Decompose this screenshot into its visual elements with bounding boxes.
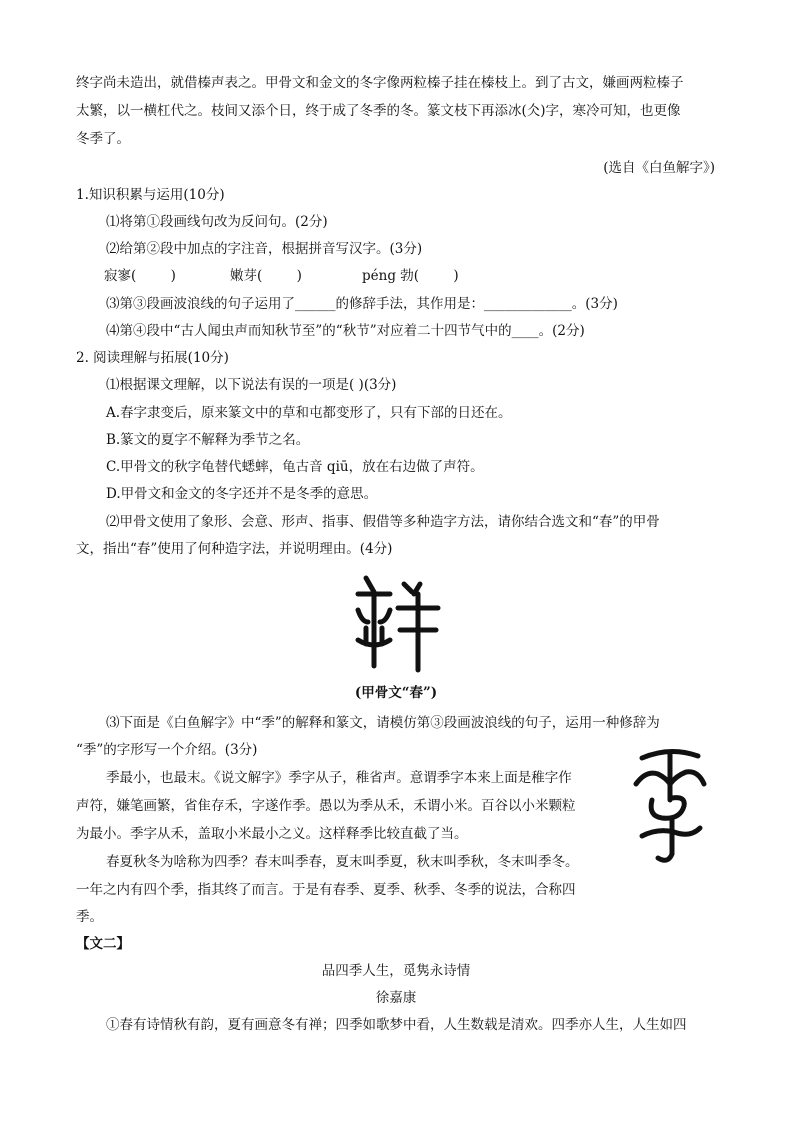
section-2-title: 2. 阅读理解与拓展(10分) — [76, 350, 229, 366]
ji-para-1-line-3: 为最小。季字从禾，盖取小米最小之义。这样释季比较直截了当。 — [76, 826, 468, 842]
option-c: C.甲骨文的秋字龟替代蟋蟀，龟古音 qiū，放在右边做了声符。 — [106, 459, 484, 475]
question-2-3-line-2: “季”的字形写一个介绍。(3分) — [76, 742, 258, 758]
ji-para-2-line-3: 季。 — [76, 909, 103, 925]
option-d: D.甲骨文和金文的冬字还并不是冬季的意思。 — [106, 486, 378, 502]
pinyin-item-3: péng 勃( ) — [362, 268, 459, 284]
text-2-label: 【文二】 — [76, 936, 130, 952]
ji-para-2-line-2: 一年之内有四个季，指其终了而言。于是有春季、夏季、秋季、冬季的说法，合称四 — [76, 882, 576, 898]
option-b: B.篆文的夏字不解释为季节之名。 — [106, 432, 310, 448]
question-2-1: ⑴根据课文理解，以下说法有误的一项是( )(3分) — [106, 377, 397, 393]
question-2-3-line-1: ⑶下面是《白鱼解字》中“季”的解释和篆文，请模仿第③段画波浪线的句子，运用一种修辞为 — [106, 715, 660, 731]
glyph-caption: (甲骨文“春”) — [354, 685, 438, 701]
question-1-4: ⑷第④段中“古人闻虫声而知秋节至”的“秋节”对应着二十四节气中的____。(2分) — [106, 323, 585, 339]
text-2-title: 品四季人生，觅隽永诗情 — [321, 963, 471, 979]
source-note: (选自《白鱼解字》) — [603, 160, 715, 176]
text-2-para-1: ①春有诗情秋有韵，夏有画意冬有禅；四季如歌梦中看，人生数载是清欢。四季亦人生，人生如四 — [106, 1017, 687, 1033]
pinyin-item-1: 寂寥( ) — [104, 268, 176, 284]
question-1-3: ⑶第③段画波浪线的句子运用了______的修辞手法，其作用是：_____________。(3分) — [106, 296, 618, 312]
question-2-2-line-1: ⑵甲骨文使用了象形、会意、形声、指事、假借等多种造字方法，请你结合选文和“春”的甲骨 — [106, 514, 660, 530]
intro-line-3: 冬季了。 — [76, 131, 130, 147]
question-2-2-line-2: 文，指出“春”使用了何种造字法，并说明理由。(4分) — [76, 541, 393, 557]
seal-script-ji-glyph — [628, 744, 712, 868]
text-2-author: 徐嘉康 — [375, 990, 417, 1006]
pinyin-item-2: 嫩芽( ) — [230, 268, 302, 284]
ji-para-1-line-2: 声符，嫌笔画繁，省隹存禾，字遂作季。愚以为季从禾，禾谓小米。百谷以小米颗粒 — [76, 798, 576, 814]
intro-line-2: 太繁，以一横杠代之。枝间又添个日，终于成了冬季的冬。篆文枝下再添冰(仌)字，寒冷可知，也更像 — [76, 103, 681, 119]
question-1-1: ⑴将第①段画线句改为反问句。(2分) — [106, 214, 328, 230]
ji-para-2-line-1: 春夏秋冬为啥称为四季？春末叫季春，夏末叫季夏，秋末叫季秋，冬末叫季冬。 — [106, 854, 579, 870]
ji-para-1-line-1: 季最小，也最末。《说文解字》季字从子，稚省声。意谓季字本来上面是稚字作 — [106, 770, 572, 786]
option-a: A.春字隶变后，原来篆文中的草和屯都变形了，只有下部的日还在。 — [106, 405, 512, 421]
question-1-2: ⑵给第②段中加点的字注音，根据拼音写汉字。(3分) — [106, 241, 423, 257]
section-1-title: 1.知识积累与运用(10分) — [76, 187, 225, 203]
oracle-bone-chun-glyph — [352, 570, 442, 676]
intro-line-1: 终字尚未造出，就借榛声表之。甲骨文和金文的冬字像两粒榛子挂在榛枝上。到了古文，嫌画两粒榛子 — [76, 75, 684, 91]
